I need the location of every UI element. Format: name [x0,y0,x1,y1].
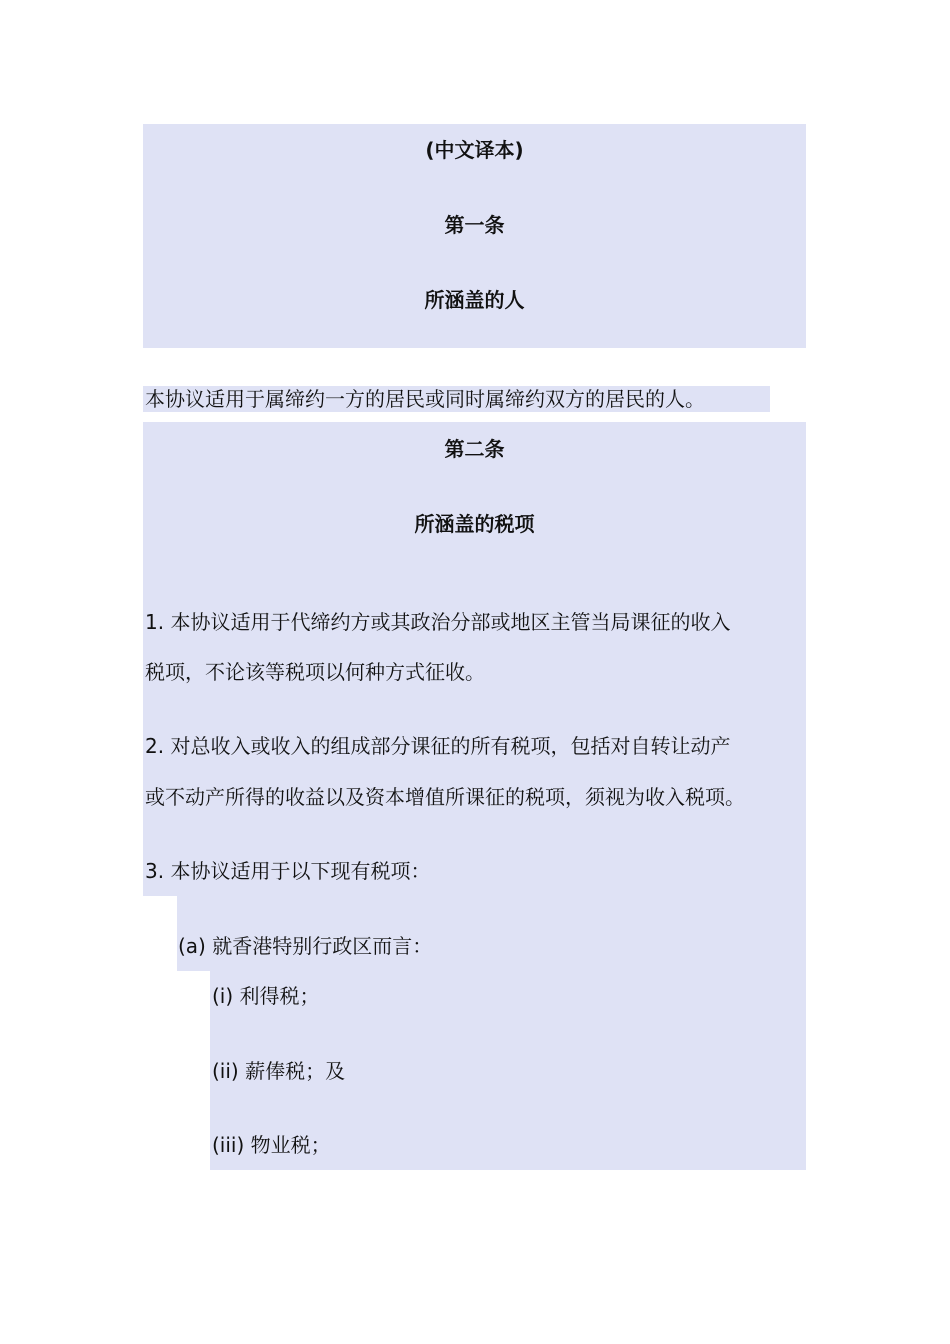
paragraph-1-line-2: 税项，不论该等税项以何种方式征收。 [145,660,485,684]
article1-number: 第一条 [444,213,505,237]
item-i: (i) 利得税； [212,984,320,1008]
item-iii: (iii) 物业税； [212,1133,331,1157]
translation-note: (中文译本) [425,138,524,162]
article2-number: 第二条 [444,437,505,461]
item-ii: (ii) 薪俸税；及 [212,1059,346,1083]
paragraph-1-line-1: 1. 本协议适用于代缔约方或其政治分部或地区主管当局课征的收入 [145,610,731,634]
paragraph-2-line-2: 或不动产所得的收益以及资本增值所课征的税项，须视为收入税项。 [145,785,745,809]
article2-title: 所涵盖的税项 [414,512,535,536]
paragraph-3: 3. 本协议适用于以下现有税项： [145,859,431,883]
article1-body: 本协议适用于属缔约一方的居民或同时属缔约双方的居民的人。 [145,387,705,411]
paragraph-2-line-1: 2. 对总收入或收入的组成部分课征的所有税项，包括对自转让动产 [145,734,731,758]
article1-title: 所涵盖的人 [424,288,525,312]
sub-item-a: (a) 就香港特别行政区而言： [178,934,433,958]
